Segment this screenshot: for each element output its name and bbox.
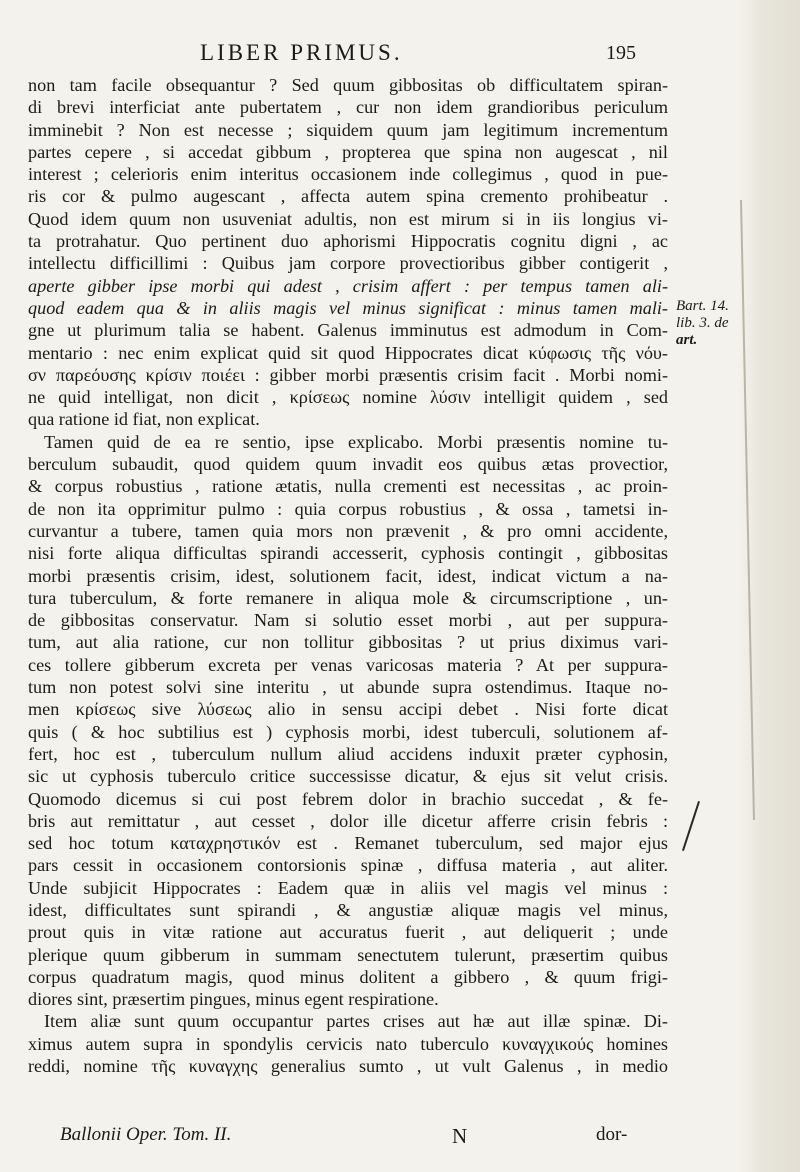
text-line: intellectu difficillimi : Quibus jam corpore provectioribus gibber contigerit , — [28, 253, 668, 274]
text-line: sic ut cyphosis tuberculo critice successisse dicatur, & ejus sit velut crisis. — [28, 766, 668, 787]
text-line: quod eadem qua & in aliis magis vel minus significat : minus tamen mali- — [28, 297, 668, 318]
text-line: bris aut remittatur , aut cesset , dolor ille dicetur afferre crisin febris : — [28, 810, 668, 831]
text-line: de non ita opprimitur pulmo : quia corpus robustius , & ossa , tametsi in- — [28, 498, 668, 519]
text-line: qua ratione id fiat, non explicat. — [28, 409, 260, 430]
text-line: Quomodo dicemus si cui post febrem dolor in brachio succedat , & fe- — [28, 788, 668, 809]
running-head: LIBER PRIMUS. — [200, 40, 403, 65]
text-line: pars cessit in occasionem contorsionis spinæ , diffusa materia , aut aliter. — [28, 855, 668, 876]
text-line: tura tuberculum, & forte remanere in aliqua mole & circumscriptione , un- — [28, 587, 668, 608]
text-line: non tam facile obsequantur ? Sed quum gibbositas ob difficultatem spiran- — [28, 75, 668, 95]
text-line: idest, difficultates sunt spirandi , & angustiæ aliquæ magis vel minus, — [28, 899, 668, 920]
text-line: de gibbositas conservatur. Nam si solutio esset morbi , aut per suppura- — [28, 610, 668, 631]
text-line: ne quid intelligat, non dicit , κρίσεως nomine λύσιν intelligit quidem , sed — [28, 387, 668, 408]
margin-pen-stroke — [682, 801, 700, 851]
text-line: corpus quadratum magis, quod minus dolitent a gibbero , & quum frigi- — [28, 966, 668, 987]
catchword: dor- — [596, 1124, 628, 1145]
text-line: ximus autem supra in spondylis cervicis nato tuberculo κυναγχικούς homines — [28, 1033, 668, 1054]
volume-signature: Ballonii Oper. Tom. II. — [60, 1124, 232, 1145]
text-line: quis ( & hoc subtilius est ) cyphosis morbi, idest tuberculi, solutionem af- — [28, 721, 668, 742]
text-line: imminebit ? Non est necesse ; siquidem quum jam legitimum incrementum — [28, 119, 668, 140]
text-line: aperte gibber ipse morbi qui adest , crisim affert : per tempus tamen ali- — [28, 275, 668, 296]
text-line: nisi forte aliqua difficultas spirandi accesserit, cyphosis contingit , gibbositas — [28, 543, 668, 564]
text-line: morbi præsentis crisim, idest, solutionem facit, idest, indicat victum a na- — [28, 565, 668, 586]
text-line: di brevi interficiat ante pubertatem , cur non idem grandioribus periculum — [28, 97, 668, 118]
text-line: curvantur a tubere, tamen quia mors non prævenit , & pro omni accidente, — [28, 520, 668, 541]
text-line: Unde subjicit Hippocrates : Eadem quæ in aliis vel magis vel minus : — [28, 877, 668, 898]
text-line: gne ut plurimum talia se habent. Galenus imminutus est admodum in Com- — [28, 320, 668, 341]
margin-note-line: art. — [676, 332, 698, 348]
page-footer — [0, 1124, 800, 1154]
text-line: sed hoc totum καταχρηστικόν est . Remanet tuberculum, sed major ejus — [28, 833, 668, 854]
text-line: plerique quum gibberum in summam senectutem tulerunt, præsertim quibus — [28, 944, 668, 965]
text-line: diores sint, præsertim pingues, minus egent respiratione. — [28, 989, 439, 1010]
text-line: σν παρεόυσης κρίσιν ποιέει : gibber morbi præsentis crisim facit . Morbi nomi- — [28, 364, 668, 385]
text-line: berculum subaudit, quod quidem quum invadit eos quibus ætas provectior, — [28, 454, 668, 475]
text-line: tum, aut alia ratione, cur non tollitur gibbositas ? ut prius diximus vari- — [28, 632, 668, 653]
text-line: ces tollere gibberum excreta per venas varicosas materia ? At per suppura- — [28, 654, 668, 675]
text-line: ta protrahatur. Quo pertinent duo aphorismi Hippocratis cognitu digni , ac — [28, 231, 668, 252]
text-line: tum non potest solvi sine interitu , ut abunde supra ostendimus. Itaque no- — [28, 677, 668, 698]
paragraph-start-line: Item aliæ sunt quum occupantur partes crises aut hæ aut illæ spinæ. Di- — [44, 1011, 668, 1032]
text-line: Quod idem quum non usuveniat adultis, non est mirum si in iis longius vi- — [28, 208, 668, 229]
text-line: reddi, nomine τῆς κυναγχης generalius sumto , ut vult Galenus , in medio — [28, 1056, 668, 1077]
text-line: fert, hoc est , tuberculum nullum aliud accidens induxit præter cyphosin, — [28, 743, 668, 764]
text-line: men κρίσεως sive λύσεως alio in sensu accipi debet . Nisi forte dicat — [28, 699, 668, 720]
margin-note-line: Bart. 14. — [676, 298, 729, 314]
body-text — [28, 74, 668, 1077]
margin-reference-note — [676, 298, 746, 349]
text-line: interest ; celerioris enim interitus occasionem inde collegimus , quod in pue- — [28, 164, 668, 185]
text-line: prout quis in vitæ ratione aut accuratus fuerit , aut deliquerit ; unde — [28, 922, 668, 943]
text-line: mentario : nec enim explicat quid sit quod Hippocrates dicat κύφωσις τῆς νόυ- — [28, 342, 668, 363]
sheet-signature-mark: N — [452, 1124, 468, 1148]
text-line: ris cor & pulmo augescant , affecta autem spina cremento prohibeatur . — [28, 186, 668, 207]
paragraph-start-line: Tamen quid de ea re sentio, ipse explicabo. Morbi præsentis nomine tu- — [44, 431, 668, 452]
text-line: & corpus robustius , ratione ætatis, nulla crementi est necessitas , ac proin- — [28, 476, 668, 497]
text-line: partes cepere , si accedat gibbum , propterea que spina non augescat , nil — [28, 141, 668, 162]
margin-note-line: lib. 3. de — [676, 315, 729, 331]
page-number: 195 — [606, 42, 636, 64]
